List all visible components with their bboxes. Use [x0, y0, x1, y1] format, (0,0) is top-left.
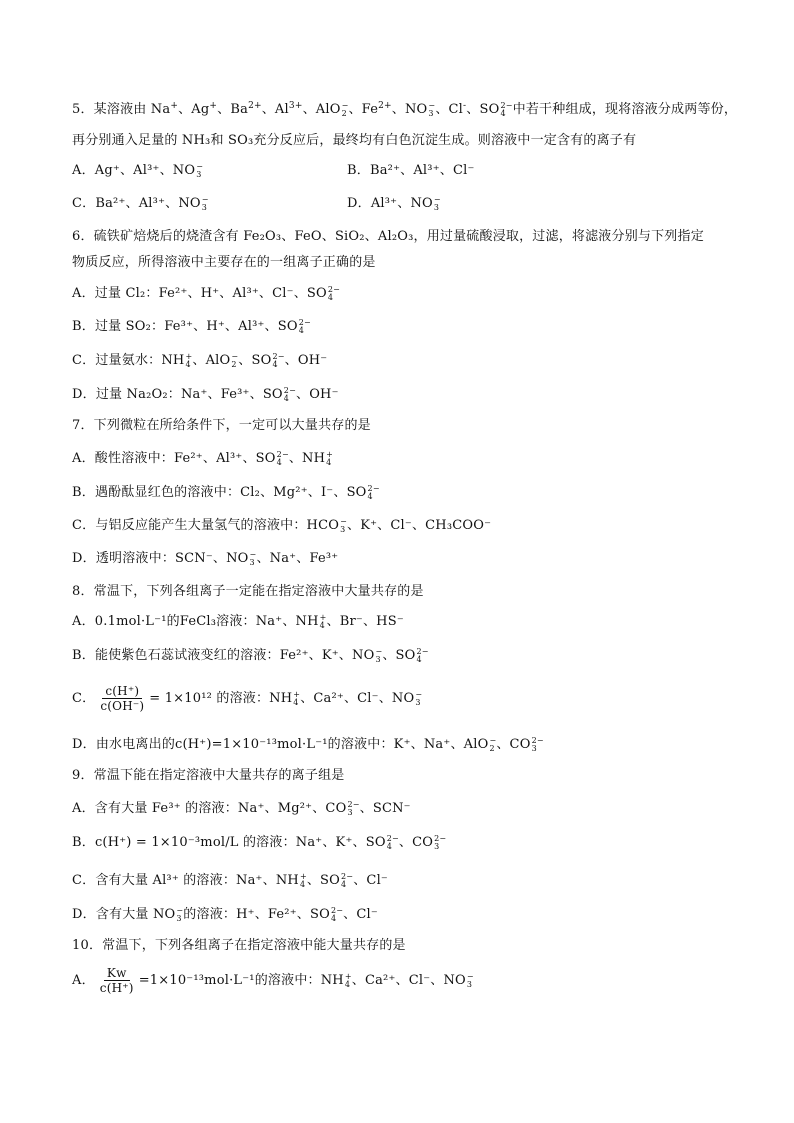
q8-option-d: D．由水电离出的c(H⁺)=1×10⁻¹³mol·L⁻¹的溶液中：K⁺、Na⁺、AlO − 2 、CO 2− 3 [72, 735, 544, 753]
q10-a-fraction: $\frac{Kw}{c(H^+)}$ [99, 966, 134, 995]
q5-option-d: D．Al³⁺、NO − 3 [347, 194, 441, 212]
q8-option-b: B．能使紫色石蕊试液变红的溶液：Fe²⁺、K⁺、NO − 3 、SO 2− 4 [72, 646, 429, 664]
q7-option-a: A．酸性溶液中：Fe²⁺、Al³⁺、SO 2− 4 、NH + 4 [72, 449, 334, 467]
q6-stem-line2: 物质反应，所得溶液中主要存在的一组离子正确的是 [72, 255, 376, 270]
q5-option-b: B．Ba²⁺、Al³⁺、Cl⁻ [347, 163, 475, 178]
q5-option-a: A．Ag⁺、Al³⁺、NO − 3 [72, 161, 204, 179]
q8-stem: 8．常温下，下列各组离子一定能在指定溶液中大量共存的是 [72, 584, 424, 599]
q9-option-a: A．含有大量 Fe³⁺ 的溶液：Na⁺、Mg²⁺、CO 2− 3 、SCN⁻ [72, 799, 411, 817]
q7-option-c: C．与铝反应能产生大量氢气的溶液中：HCO − 3 、K⁺、Cl⁻、CH₃COO⁻ [72, 516, 492, 534]
q6-option-d: D．过量 Na₂O₂：Na⁺、Fe³⁺、SO 2− 4 、OH⁻ [72, 385, 339, 403]
q8-option-c: C． $\frac{c(H^+)}{c(OH^-)}$ = 1×10¹² 的溶液：NH + 4 、Ca²⁺、Cl⁻、NO − 3 [72, 684, 423, 713]
q9-option-c: C．含有大量 Al³⁺ 的溶液：Na⁺、NH + 4 、SO 2− 4 、Cl⁻ [72, 871, 388, 889]
q8-option-a: A．0.1mol·L⁻¹的FeCl₃溶液：Na⁺、NH + 4 、Br⁻、HS⁻ [72, 612, 404, 630]
q7-option-b: B．遇酚酞显红色的溶液中：Cl₂、Mg²⁺、I⁻、SO 2− 4 [72, 483, 380, 501]
q7-stem: 7．下列微粒在所给条件下，一定可以大量共存的是 [72, 418, 371, 433]
q8-c-fraction: $\frac{c(H^+)}{c(OH^-)}$ [100, 684, 145, 713]
q9-option-b: B．c(H⁺) = 1×10⁻³mol/L 的溶液：Na⁺、K⁺、SO 2− 4 、CO 2− 3 [72, 833, 447, 851]
q10-stem: 10．常温下，下列各组离子在指定溶液中能大量共存的是 [72, 938, 406, 953]
q6-option-c: C．过量氨水：NH + 4 、AlO − 2 、SO 2− 4 、OH⁻ [72, 351, 328, 369]
q6-option-b: B．过量 SO₂：Fe³⁺、H⁺、Al³⁺、SO 2− 4 [72, 317, 311, 335]
q7-option-d: D．透明溶液中：SCN⁻、NO − 3 、Na⁺、Fe³⁺ [72, 549, 339, 567]
q5-stem-line1: 5．某溶液由 Na+、Ag+、$Ba^{2+}$、$Al^{3+}$、AlO − 2 、$Fe^{2+}$、NO − 3 、Cl-、SO 2− 4 中若干种组成，现将溶液分成两等份， [72, 100, 738, 118]
q5-option-c: C．Ba²⁺、Al³⁺、NO − 3 [72, 194, 209, 212]
q5-stem-line2: 再分别通入足量的 NH₃和 SO₃充分反应后，最终均有白色沉淀生成。则溶液中一定含有的离子有 [72, 133, 637, 148]
q10-option-a: A． $\frac{Kw}{c(H^+)}$ =1×10⁻¹³mol·L⁻¹的溶液中：NH + 4 、Ca²⁺、Cl⁻、NO − 3 [72, 966, 474, 995]
q6-stem-line1: 6．硫铁矿焙烧后的烧渣含有 Fe₂O₃、FeO、SiO₂、Al₂O₃，用过量硫酸浸取，过滤，将滤液分别与下列指定 [72, 229, 704, 244]
q9-stem: 9．常温下能在指定溶液中大量共存的离子组是 [72, 768, 345, 783]
q9-option-d: D．含有大量 NO − 3 的溶液：H⁺、Fe²⁺、SO 2− 4 、Cl⁻ [72, 905, 378, 923]
q6-option-a: A．过量 Cl₂：Fe²⁺、H⁺、Al³⁺、Cl⁻、SO 2− 4 [72, 284, 341, 302]
